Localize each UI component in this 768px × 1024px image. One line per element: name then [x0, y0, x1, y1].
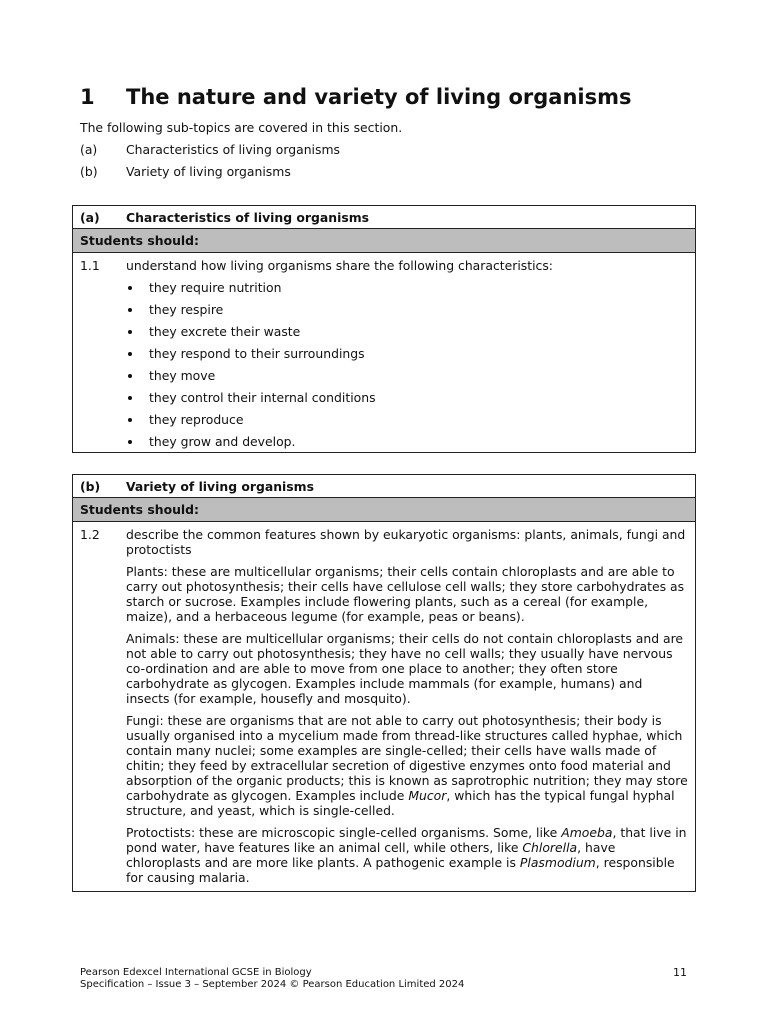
subtopic-b-text: Variety of living organisms — [126, 164, 291, 179]
section-title: The nature and variety of living organisms — [126, 85, 632, 109]
footer-line-2: Specification – Issue 3 – September 2024 © Pearson Education Limited 2024 — [80, 979, 465, 990]
intro-text: The following sub-topics are covered in this section. — [80, 120, 403, 135]
characteristics-list — [126, 280, 688, 449]
list-item: they respire — [126, 302, 688, 317]
box-variety — [72, 474, 696, 892]
protoctists-text-3: , have chloroplasts and are more like plants. A pathogenic example is — [126, 840, 616, 870]
chlorella-term: Chlorella — [522, 840, 578, 855]
item-1-2-text: describe the common features shown by eukaryotic organisms: plants, animals, fungi and protoctists — [126, 527, 686, 557]
list-item: they reproduce — [126, 412, 688, 427]
animals-paragraph: Animals: these are multicellular organisms; their cells do not contain chloroplasts and are not able to carry out photosynthesis; they have no cell walls; they usually have nervous co-ordination and are able to move from one place to another; they often store carbohydrate as glycogen. Examples include mammals (for example, humans) and insects (for example, housefly and mosquito). — [126, 631, 684, 706]
protoctists-paragraph — [126, 825, 688, 885]
fungi-text-1: Fungi: these are organisms that are not able to carry out photosynthesis; their body is usually organised into a mycelium made from thread-like structures called hyphae, which contain many nuclei; some examples are single-celled; their cells have walls made of chitin; they feed by extracellular secretion of digestive enzymes onto food material and absorption of the organic products; this is known as saprotrophic nutrition; they may store carbohydrate as glycogen. Examples include — [126, 713, 688, 803]
section-number: 1 — [80, 85, 95, 109]
subtopic-a-label: (a) — [80, 142, 98, 157]
box-b-title: Variety of living organisms — [126, 479, 314, 494]
box-b-label: (b) — [80, 479, 101, 494]
list-item: they excrete their waste — [126, 324, 688, 339]
subtopic-b — [80, 164, 700, 179]
mucor-term: Mucor — [408, 788, 447, 803]
box-b-title-row — [73, 475, 695, 498]
protoctists-text-4: , responsible for causing malaria. — [126, 855, 675, 885]
box-a-students-should: Students should: — [73, 229, 695, 253]
item-1-2-number: 1.2 — [80, 527, 100, 542]
item-1-1 — [80, 258, 688, 449]
list-item: they move — [126, 368, 688, 383]
fungi-text-2: , which has the typical fungal hyphal structure, and yeast, which is single-celled. — [126, 788, 675, 818]
page-number: 11 — [673, 966, 687, 979]
item-1-1-text: understand how living organisms share the following characteristics: — [126, 258, 553, 273]
list-item: they require nutrition — [126, 280, 688, 295]
page-footer — [80, 967, 687, 991]
list-item: they grow and develop. — [126, 434, 688, 449]
list-item: they respond to their surroundings — [126, 346, 688, 361]
subtopic-a — [80, 142, 700, 157]
item-1-2 — [80, 527, 688, 888]
protoctists-text-1: Protoctists: these are microscopic single-celled organisms. Some, like — [126, 825, 562, 840]
box-a-label: (a) — [80, 210, 100, 225]
amoeba-term: Amoeba — [561, 825, 613, 840]
protoctists-text-2: , that live in pond water, have features like an animal cell, while others, like — [126, 825, 687, 855]
box-characteristics — [72, 205, 696, 453]
box-b-students-should: Students should: — [73, 498, 695, 522]
section-heading — [80, 84, 631, 110]
box-a-title-row — [73, 206, 695, 229]
box-a-content — [73, 253, 695, 452]
box-b-content — [73, 522, 695, 891]
plants-paragraph: Plants: these are multicellular organisms; their cells contain chloroplasts and are able to carry out photosynthesis; their cells have cellulose cell walls; they store carbohydrates as starch or sucrose. Examples include flowering plants, such as a cereal (for example, maize), and a herbaceous legume (for example, peas or beans). — [126, 564, 685, 624]
intro — [80, 120, 700, 186]
list-item: they control their internal conditions — [126, 390, 688, 405]
item-1-1-number: 1.1 — [80, 258, 100, 273]
plasmodium-term: Plasmodium — [519, 855, 596, 870]
subtopic-b-label: (b) — [80, 164, 98, 179]
footer-line-1: Pearson Edexcel International GCSE in Biology — [80, 967, 312, 978]
subtopic-a-text: Characteristics of living organisms — [126, 142, 340, 157]
fungi-paragraph — [126, 713, 688, 818]
box-a-title: Characteristics of living organisms — [126, 210, 369, 225]
